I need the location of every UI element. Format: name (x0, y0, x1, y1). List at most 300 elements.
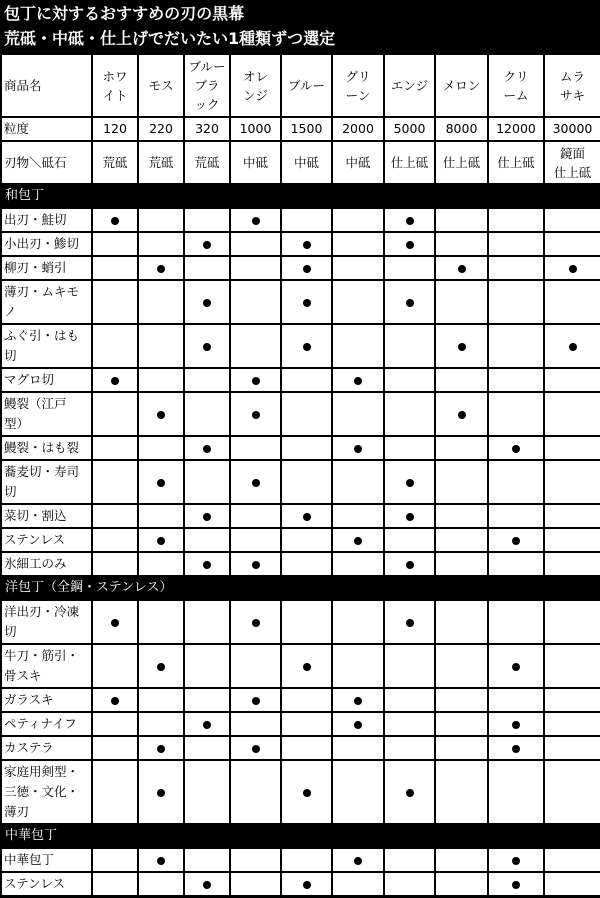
table-row (1, 528, 600, 552)
recommended-dot-icon (354, 445, 362, 453)
recommendation-cell (488, 736, 544, 760)
stone-type (488, 141, 544, 184)
recommendation-cell (92, 712, 138, 736)
recommendation-cell (384, 736, 435, 760)
knife-name (1, 600, 92, 644)
recommendation-cell (184, 872, 230, 896)
recommended-dot-icon (458, 265, 466, 273)
header-row-stone-names (1, 54, 600, 117)
stone-type (138, 141, 184, 184)
recommendation-cell (544, 392, 600, 436)
recommendation-cell (332, 600, 384, 644)
recommendation-cell (435, 760, 488, 824)
recommendation-cell (544, 368, 600, 392)
recommendation-cell (435, 436, 488, 460)
recommendation-cell (92, 760, 138, 824)
knife-name (1, 644, 92, 688)
recommendation-cell (92, 324, 138, 368)
recommendation-cell (384, 712, 435, 736)
knife-name (1, 436, 92, 460)
recommendation-cell (281, 368, 332, 392)
recommendation-cell (488, 760, 544, 824)
stone-name-header (138, 54, 184, 117)
recommendation-cell (384, 208, 435, 232)
recommendation-cell (544, 600, 600, 644)
header-row-grit (1, 117, 600, 141)
recommendation-cell (138, 872, 184, 896)
recommended-dot-icon (512, 881, 520, 889)
table-row (1, 324, 600, 368)
stone-type (184, 141, 230, 184)
recommended-dot-icon (512, 745, 520, 753)
recommended-dot-icon (252, 411, 260, 419)
knife-name (1, 460, 92, 504)
recommendation-cell (138, 368, 184, 392)
table-row (1, 232, 600, 256)
recommendation-cell (230, 436, 281, 460)
stone-grit: 2000 (332, 117, 384, 141)
recommendation-cell (230, 280, 281, 324)
recommendation-cell (138, 644, 184, 688)
recommendation-cell (544, 504, 600, 528)
knife-name-line: カステラ (4, 740, 54, 755)
table-row (1, 256, 600, 280)
recommendation-cell (384, 232, 435, 256)
knife-name-line: ふぐ引・はも (4, 328, 80, 343)
recommendation-cell (138, 280, 184, 324)
section-label: 洋包丁（全鋼・ステンレス） (1, 576, 600, 600)
recommended-dot-icon (252, 377, 260, 385)
section-label: 中華包丁 (1, 824, 600, 848)
recommendation-cell (332, 528, 384, 552)
recommendation-cell (92, 208, 138, 232)
knife-name-line: 小出刃・鯵切 (4, 236, 80, 251)
stone-name-header (332, 54, 384, 117)
recommendation-cell (384, 528, 435, 552)
recommendation-cell (138, 324, 184, 368)
recommendation-cell (184, 848, 230, 872)
stone-name-line: ーン (345, 87, 371, 103)
knife-name-line: 三徳・文化・ (4, 784, 80, 799)
recommendation-cell (332, 688, 384, 712)
recommended-dot-icon (303, 881, 311, 889)
stone-grit: 8000 (435, 117, 488, 141)
stone-grit: 12000 (488, 117, 544, 141)
recommendation-cell (138, 232, 184, 256)
recommendation-cell (332, 256, 384, 280)
knife-name-line: 切 (4, 348, 17, 363)
stone-name-header (544, 54, 600, 117)
recommendation-cell (435, 208, 488, 232)
title-line-1: 包丁に対するおすすめの刃の黒幕 (4, 4, 245, 23)
recommendation-cell (281, 280, 332, 324)
recommendation-cell (184, 324, 230, 368)
recommendation-cell (435, 644, 488, 688)
recommended-dot-icon (406, 561, 414, 569)
table-row (1, 436, 600, 460)
stone-grit: 1500 (281, 117, 332, 141)
recommended-dot-icon (512, 721, 520, 729)
recommendation-cell (92, 368, 138, 392)
stone-grit: 1000 (230, 117, 281, 141)
recommendation-cell (184, 760, 230, 824)
recommendation-cell (138, 208, 184, 232)
stone-type-line: 荒砥 (194, 155, 220, 170)
knife-name-line: 薄刃 (4, 804, 30, 819)
recommendation-cell (332, 848, 384, 872)
recommended-dot-icon (406, 241, 414, 249)
knife-name-line: 家庭用剣型・ (4, 764, 80, 779)
recommendation-cell (544, 232, 600, 256)
recommendation-cell (384, 368, 435, 392)
stone-name-line: クリ (503, 68, 529, 84)
recommendation-cell (92, 872, 138, 896)
recommendation-cell (488, 280, 544, 324)
table-row (1, 280, 600, 324)
type-label: 刃物＼砥石 (1, 141, 92, 184)
recommendation-cell (138, 528, 184, 552)
recommendation-cell (138, 552, 184, 576)
table-row (1, 208, 600, 232)
knife-name (1, 712, 92, 736)
recommended-dot-icon (157, 663, 165, 671)
stone-name-header (488, 54, 544, 117)
recommendation-cell (332, 736, 384, 760)
knife-name (1, 504, 92, 528)
table-row (1, 504, 600, 528)
recommended-dot-icon (157, 537, 165, 545)
recommendation-cell (230, 368, 281, 392)
stone-type-line: 荒砥 (102, 155, 128, 170)
recommendation-cell (384, 436, 435, 460)
table-row (1, 736, 600, 760)
table-row (1, 760, 600, 824)
recommendation-cell (544, 208, 600, 232)
recommendation-cell (92, 504, 138, 528)
recommendation-cell (92, 232, 138, 256)
knife-name-line: ステンレス (4, 876, 65, 891)
whetstone-recommendation-table (0, 53, 600, 897)
recommendation-cell (435, 872, 488, 896)
recommendation-cell (138, 600, 184, 644)
recommended-dot-icon (157, 411, 165, 419)
recommendation-cell (488, 872, 544, 896)
recommended-dot-icon (203, 343, 211, 351)
recommendation-cell (435, 504, 488, 528)
recommended-dot-icon (406, 619, 414, 627)
recommendation-cell (488, 256, 544, 280)
stone-name-line: グリ (345, 68, 371, 84)
recommendation-cell (92, 688, 138, 712)
recommended-dot-icon (203, 721, 211, 729)
recommended-dot-icon (354, 697, 362, 705)
recommendation-cell (281, 460, 332, 504)
recommended-dot-icon (512, 445, 520, 453)
stone-name-line: ーム (503, 87, 529, 103)
table-row (1, 368, 600, 392)
recommendation-cell (92, 256, 138, 280)
recommendation-cell (544, 736, 600, 760)
stone-name-line: オレ (242, 68, 268, 84)
recommendation-cell (384, 504, 435, 528)
recommendation-cell (281, 256, 332, 280)
recommended-dot-icon (458, 343, 466, 351)
knife-name-line: マグロ切 (4, 372, 55, 387)
stone-name-header (230, 54, 281, 117)
section-header (1, 184, 600, 208)
recommendation-cell (435, 324, 488, 368)
recommended-dot-icon (157, 857, 165, 865)
recommendation-cell (184, 280, 230, 324)
recommendation-cell (488, 688, 544, 712)
recommendation-cell (332, 872, 384, 896)
recommended-dot-icon (406, 789, 414, 797)
recommended-dot-icon (252, 479, 260, 487)
stone-name-line: モス (148, 78, 174, 93)
recommendation-cell (184, 504, 230, 528)
stone-name-line: ブラ (194, 78, 220, 93)
recommendation-cell (435, 688, 488, 712)
knife-name (1, 232, 92, 256)
recommendation-cell (544, 688, 600, 712)
recommendation-cell (230, 232, 281, 256)
recommendation-cell (435, 528, 488, 552)
recommendation-cell (384, 848, 435, 872)
recommendation-cell (332, 392, 384, 436)
recommendation-cell (488, 600, 544, 644)
knife-name (1, 760, 92, 824)
page-title (0, 0, 600, 53)
recommendation-cell (332, 644, 384, 688)
recommendation-cell (230, 644, 281, 688)
recommendation-cell (138, 688, 184, 712)
recommendation-cell (488, 208, 544, 232)
knife-name (1, 872, 92, 896)
recommendation-cell (384, 688, 435, 712)
recommendation-cell (435, 256, 488, 280)
recommendation-cell (281, 324, 332, 368)
stone-type (332, 141, 384, 184)
recommended-dot-icon (354, 721, 362, 729)
recommendation-cell (544, 460, 600, 504)
recommendation-cell (184, 552, 230, 576)
recommended-dot-icon (203, 241, 211, 249)
recommendation-cell (435, 552, 488, 576)
stone-name-line: ブルー (188, 59, 226, 74)
recommendation-cell (384, 600, 435, 644)
recommendation-cell (281, 872, 332, 896)
stone-type-line: 荒砥 (148, 155, 174, 170)
recommendation-cell (184, 436, 230, 460)
table-row (1, 552, 600, 576)
knife-name-line: ノ (4, 304, 17, 319)
recommendation-cell (230, 528, 281, 552)
recommendation-cell (138, 256, 184, 280)
stone-type-line: 仕上砥 (553, 164, 592, 180)
knife-name-line: ガラスキ (4, 692, 54, 707)
recommendation-cell (92, 644, 138, 688)
stone-type-line: 中砥 (242, 155, 268, 170)
stone-type (281, 141, 332, 184)
knife-name (1, 324, 92, 368)
recommendation-cell (384, 460, 435, 504)
stone-grit: 320 (184, 117, 230, 141)
stone-type (230, 141, 281, 184)
section-label: 和包丁 (1, 184, 600, 208)
recommended-dot-icon (303, 513, 311, 521)
recommended-dot-icon (458, 411, 466, 419)
recommendation-cell (230, 760, 281, 824)
recommendation-cell (281, 848, 332, 872)
stone-type (384, 141, 435, 184)
recommendation-cell (544, 528, 600, 552)
recommended-dot-icon (203, 881, 211, 889)
recommendation-cell (230, 848, 281, 872)
recommendation-cell (435, 600, 488, 644)
recommendation-cell (138, 736, 184, 760)
stone-type-line: 仕上砥 (497, 155, 535, 170)
stone-name-line: エンジ (390, 78, 429, 93)
knife-name-line: 牛刀・筋引・ (4, 648, 80, 663)
recommendation-cell (488, 848, 544, 872)
knife-name-line: 菜切・割込 (4, 508, 67, 523)
knife-name (1, 280, 92, 324)
recommendation-cell (384, 872, 435, 896)
recommended-dot-icon (157, 745, 165, 753)
recommended-dot-icon (111, 697, 119, 705)
recommendation-cell (435, 848, 488, 872)
recommendation-cell (281, 232, 332, 256)
table-row (1, 600, 600, 644)
knife-name-line: 柳刃・蛸引 (4, 260, 67, 275)
recommendation-cell (544, 324, 600, 368)
recommended-dot-icon (512, 663, 520, 671)
recommended-dot-icon (512, 857, 520, 865)
recommendation-cell (184, 712, 230, 736)
knife-name-line: ペティナイフ (4, 716, 77, 731)
recommendation-cell (488, 528, 544, 552)
recommendation-cell (230, 712, 281, 736)
recommendation-cell (488, 436, 544, 460)
stone-name-header (92, 54, 138, 117)
recommended-dot-icon (111, 619, 119, 627)
stone-grit: 220 (138, 117, 184, 141)
stone-type (92, 141, 138, 184)
recommendation-cell (92, 736, 138, 760)
recommendation-cell (230, 324, 281, 368)
recommended-dot-icon (303, 265, 311, 273)
recommendation-cell (184, 644, 230, 688)
recommendation-cell (184, 688, 230, 712)
stone-grit: 120 (92, 117, 138, 141)
recommended-dot-icon (303, 789, 311, 797)
stone-grit: 5000 (384, 117, 435, 141)
recommendation-cell (184, 460, 230, 504)
stone-name-line: ック (194, 97, 220, 112)
table-row (1, 392, 600, 436)
recommendation-cell (435, 280, 488, 324)
recommendation-cell (184, 528, 230, 552)
recommended-dot-icon (569, 343, 577, 351)
recommendation-cell (488, 644, 544, 688)
stone-name-header (435, 54, 488, 117)
recommendation-cell (488, 552, 544, 576)
recommendation-cell (92, 848, 138, 872)
recommended-dot-icon (354, 537, 362, 545)
recommendation-cell (138, 504, 184, 528)
stone-name-line: ブルー (287, 78, 325, 93)
recommendation-cell (384, 324, 435, 368)
recommendation-cell (281, 760, 332, 824)
stone-name-line: サキ (559, 87, 585, 103)
recommendation-cell (230, 504, 281, 528)
recommended-dot-icon (303, 241, 311, 249)
recommended-dot-icon (303, 299, 311, 307)
recommendation-cell (230, 736, 281, 760)
recommended-dot-icon (569, 265, 577, 273)
recommendation-cell (544, 644, 600, 688)
table-row (1, 688, 600, 712)
recommendation-cell (544, 552, 600, 576)
recommendation-cell (184, 208, 230, 232)
grit-label: 粒度 (1, 117, 92, 141)
knife-name (1, 688, 92, 712)
knife-name-line: 切 (4, 624, 17, 639)
recommendation-cell (332, 760, 384, 824)
knife-name-line: ステンレス (4, 532, 65, 547)
table-row (1, 712, 600, 736)
recommendation-cell (332, 232, 384, 256)
recommended-dot-icon (157, 265, 165, 273)
stone-name-line: メロン (442, 78, 481, 93)
recommendation-cell (332, 324, 384, 368)
recommendation-cell (230, 256, 281, 280)
recommended-dot-icon (203, 445, 211, 453)
recommended-dot-icon (252, 619, 260, 627)
stone-grit: 30000 (544, 117, 600, 141)
table-row (1, 644, 600, 688)
recommended-dot-icon (354, 857, 362, 865)
recommendation-cell (92, 552, 138, 576)
table-row (1, 848, 600, 872)
recommendation-cell (435, 232, 488, 256)
recommendation-cell (138, 436, 184, 460)
recommendation-cell (138, 460, 184, 504)
recommendation-cell (488, 232, 544, 256)
recommended-dot-icon (203, 561, 211, 569)
stone-type-line: 仕上砥 (442, 155, 481, 170)
stone-name-line: ホワ (102, 68, 128, 84)
recommendation-cell (435, 460, 488, 504)
knife-name-line: 蕎麦切・寿司 (4, 464, 80, 479)
recommended-dot-icon (354, 377, 362, 385)
recommendation-cell (138, 392, 184, 436)
recommended-dot-icon (203, 513, 211, 521)
knife-name-line: 中華包丁 (4, 852, 55, 867)
stone-type (435, 141, 488, 184)
stone-name-line: ムラ (559, 68, 585, 84)
knife-name-line: 出刃・鮭切 (4, 212, 67, 227)
recommended-dot-icon (252, 745, 260, 753)
knife-name (1, 392, 92, 436)
header-row-stone-type (1, 141, 600, 184)
stone-name-header (384, 54, 435, 117)
knife-name (1, 208, 92, 232)
recommendation-cell (488, 460, 544, 504)
recommended-dot-icon (406, 217, 414, 225)
recommendation-cell (544, 872, 600, 896)
recommendation-cell (332, 460, 384, 504)
